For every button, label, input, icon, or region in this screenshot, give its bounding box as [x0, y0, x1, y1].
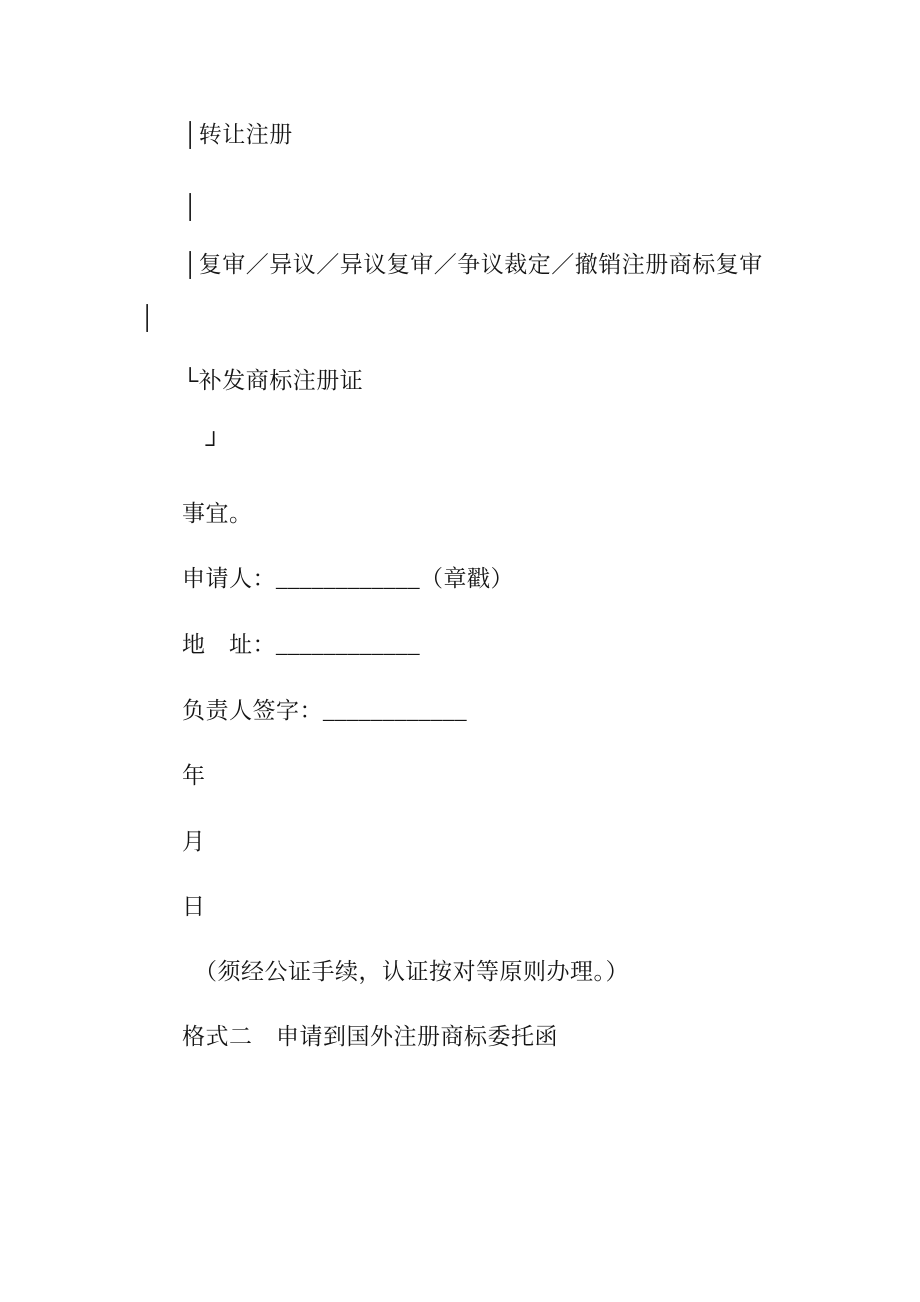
- branch-item-transfer-registration: │转让注册: [182, 122, 293, 147]
- matters-suffix-text: 事宜。: [182, 501, 253, 526]
- branch-item-reissue-certificate: └补发商标注册证: [182, 368, 364, 393]
- brace-corner-bottom: ┘: [182, 432, 223, 457]
- notarization-note: （须经公证手续，认证按对等原则办理。）: [182, 959, 629, 984]
- branch-item-review-options: │复审／异议／异议复审／争议裁定／撤销注册商标复审: [182, 252, 763, 277]
- signature-blank-line: 负责人签字：____________: [182, 698, 467, 723]
- brace-vertical-bar-left-margin: │: [139, 305, 156, 330]
- format-two-heading: 格式二 申请到国外注册商标委托函: [182, 1024, 558, 1049]
- brace-vertical-bar-upper: │: [182, 194, 199, 219]
- date-year-label: 年: [182, 763, 206, 788]
- applicant-blank-line: 申请人：____________（章戳）: [182, 566, 514, 591]
- date-day-label: 日: [182, 894, 206, 919]
- address-blank-line: 地 址：____________: [182, 632, 420, 657]
- date-month-label: 月: [182, 829, 206, 854]
